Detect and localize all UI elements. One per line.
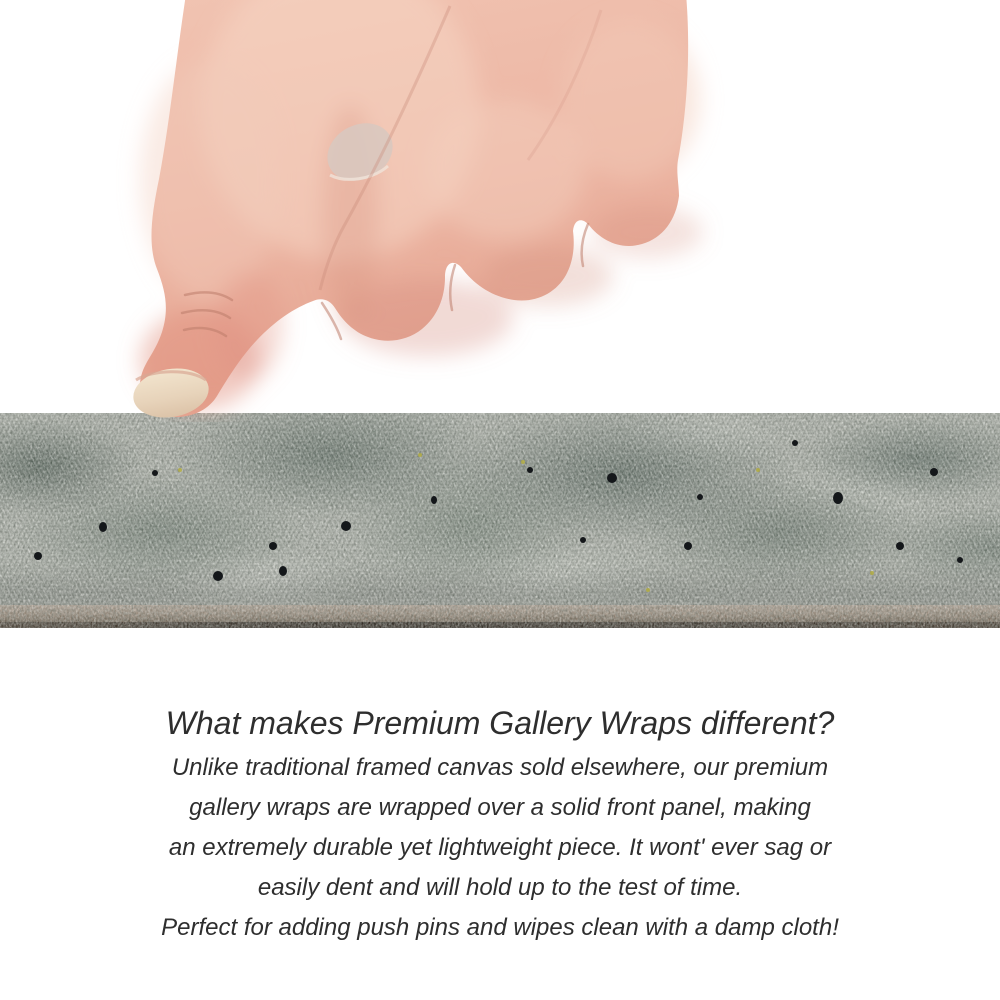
body-line-3: an extremely durable yet lightweight piece. It wont' ever sag or bbox=[168, 834, 832, 861]
body-line-1: Unlike traditional framed canvas sold elsewhere, our premium bbox=[171, 754, 829, 781]
canvas-strip bbox=[0, 413, 1000, 628]
canvas-texture bbox=[0, 413, 1000, 628]
body-line-5: Perfect for adding push pins and wipes clean with a damp cloth! bbox=[161, 914, 839, 941]
body-line-4: easily dent and will hold up to the test of time. bbox=[257, 874, 743, 901]
section-heading: What makes Premium Gallery Wraps different? bbox=[165, 705, 835, 741]
section-body bbox=[0, 748, 1000, 948]
info-text-section bbox=[0, 701, 1000, 948]
body-line-2: gallery wraps are wrapped over a solid front panel, making bbox=[189, 794, 811, 821]
hand-photo bbox=[0, 0, 1000, 422]
